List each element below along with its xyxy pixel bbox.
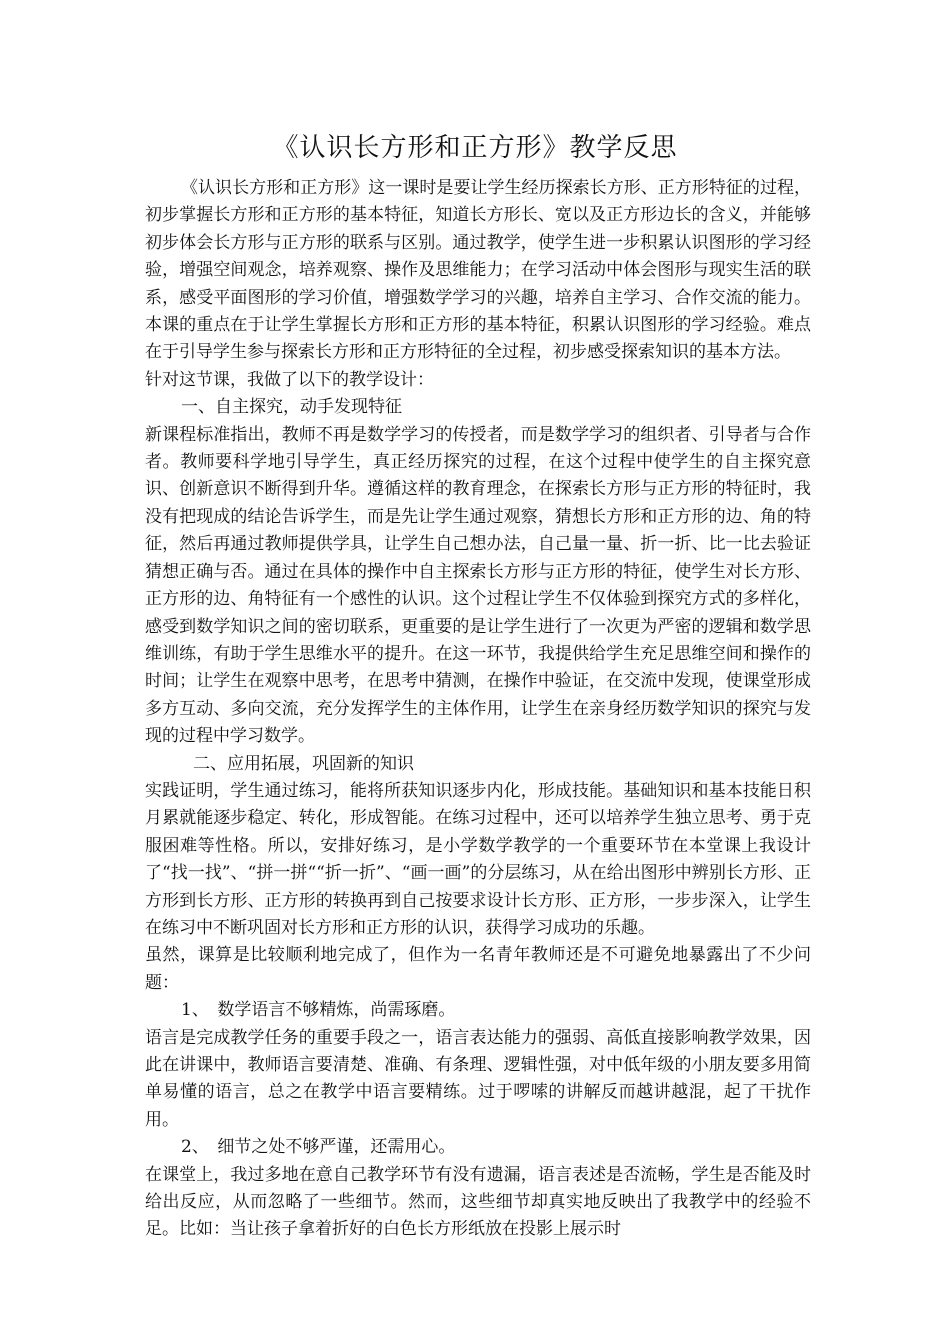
document-title: 《认识长方形和正方形》教学反思 [272, 133, 678, 163]
section-1-paragraph: 新课程标准指出，教师不再是数学学习的传授者，而是数学学习的组织者、引导者与合作者。教师要科学地引导学生，真正经历探究的过程，在这个过程中使学生的自主探究意识、创新意识不断得到升华。遵循这样的教育理念，在探索长方形与正方形的特征时，我没有把现成的结论告诉学生，而是先让学生通过观察，猜想长方形和正方形的边、角的特征，然后再通过教师提供学具，让学生自己想办法，自己量一量、折一折、比一比去验证猜想正确与否。通过在具体的操作中自主探索长方形与正方形的特征，使学生对长方形、正方形的边、角特征有一个感性的认识。这个过程让学生不仅体验到探究方式的多样化，感受到数学知识之间的密切联系，更重要的是让学生进行了一次更为严密的逻辑和数学思维训练，有助于学生思维水平的提升。在这一环节，我提供给学生充足思维空间和操作的时间；让学生在观察中思考，在思考中猜测，在操作中验证，在交流中发现，使课堂形成多方互动、多向交流，充分发挥学生的主体作用，让学生在亲身经历数学知识的探究与发现的过程中学习数学。 [145, 424, 811, 747]
design-lead-paragraph: 针对这节课，我做了以下的教学设计： [145, 369, 434, 390]
problem-2-paragraph: 在课堂上，我过多地在意自己教学环节有没有遗漏，语言表述是否流畅，学生是否能及时给出反应，从而忽略了一些细节。然而，这些细节却真实地反映出了我教学中的经验不足。比如：当让孩子拿着折好的白色长方形纸放在投影上展示时 [145, 1164, 811, 1240]
section-2-paragraph: 实践证明，学生通过练习，能将所获知识逐步内化，形成技能。基础知识和基本技能日积月累就能逐步稳定、转化，形成智能。在练习过程中，还可以培养学生独立思考、勇于克服困难等性格。所以，安排好练习，是小学数学教学的一个重要环节在本堂课上我设计了“找一找”、“拼一拼““折一折”、“画一画”的分层练习，从在给出图形中辨别长方形、正方形到长方形、正方形的转换再到自己按要求设计长方形、正方形，一步步深入，让学生在练习中不断巩固对长方形和正方形的认识，获得学习成功的乐趣。 [145, 780, 811, 938]
intro-paragraph: 《认识长方形和正方形》这一课时是要让学生经历探索长方形、正方形特征的过程，初步掌握长方形和正方形的基本特征，知道长方形长、宽以及正方形边长的含义，并能够初步体会长方形与正方形的联系与区别。通过教学，使学生进一步积累认识图形的学习经验，增强空间观念，培养观察、操作及思维能力；在学习活动中体会图形与现实生活的联系，感受平面图形的学习价值，增强数学学习的兴趣，培养自主学习、合作交流的能力。本课的重点在于让学生掌握长方形和正方形的基本特征，积累认识图形的学习经验。难点在于引导学生参与探索长方形和正方形特征的全过程，初步感受探索知识的基本方法。 [145, 178, 811, 363]
problem-item-2: 2、 细节之处不够严谨，还需用心。 [181, 1137, 456, 1158]
section-heading-2: 二、应用拓展，巩固新的知识 [193, 753, 414, 774]
problem-1-paragraph: 语言是完成教学任务的重要手段之一，语言表达能力的强弱、高低直接影响教学效果，因此在讲课中，教师语言要清楚、准确、有条理、逻辑性强，对中低年级的小朋友要多用简单易懂的语言，总之在教学中语言要精练。过于啰嗦的讲解反而越讲越混，起了干扰作用。 [145, 1027, 811, 1130]
document-body [145, 175, 811, 1244]
section-heading-1: 一、自主探究，动手发现特征 [181, 397, 402, 418]
problems-lead-paragraph: 虽然，课算是比较顺利地完成了，但作为一名青年教师还是不可避免地暴露出了不少问题： [145, 945, 811, 993]
problem-item-1: 1、 数学语言不够精炼，尚需琢磨。 [181, 1000, 456, 1021]
